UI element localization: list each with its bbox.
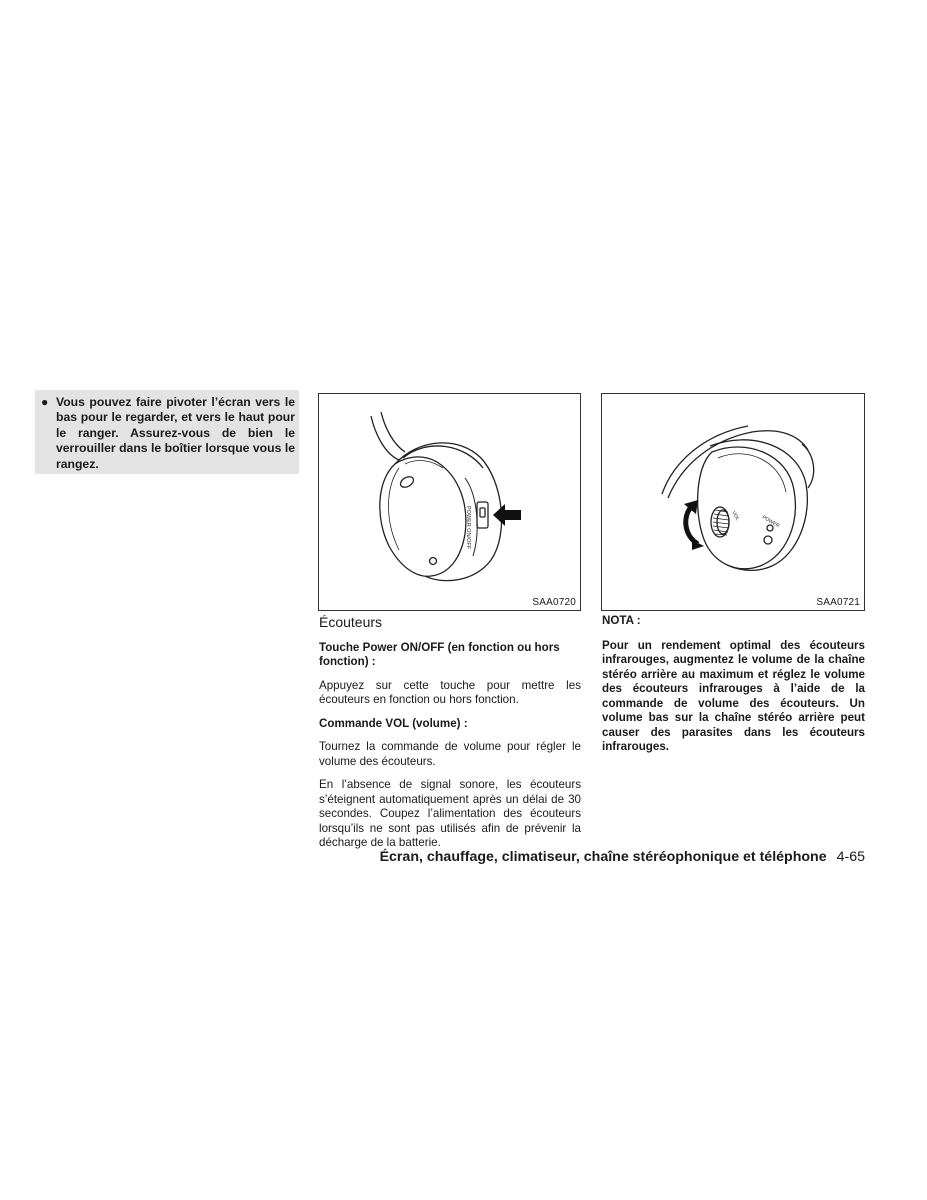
footer-title: Écran, chauffage, climatiseur, chaîne stéréophonique et téléphone [379, 849, 827, 865]
note-bullet-item [39, 395, 295, 472]
page-number: 4-65 [836, 849, 865, 865]
power-on-off-label: POWER ON/OFF [465, 506, 471, 550]
ecouteurs-section [319, 615, 581, 860]
auto-off-text: En l’absence de signal sonore, les écouteurs s’éteignent automatiquement après un délai de 30 secondes. Coupez l’alimentation des écouteurs lorsqu’ils ne sont pas utilisés afin de prévenir la décharge de la batterie. [319, 778, 581, 849]
figure-power-button [318, 393, 581, 611]
vol-text: Tournez la commande de volume pour régler le volume des écouteurs. [319, 740, 581, 768]
figure-code: SAA0720 [532, 597, 576, 608]
power-label: POWER [761, 514, 781, 530]
bullet-icon: ● [41, 395, 49, 409]
note-text: Vous pouvez faire pivoter l’écran vers le bas pour le regarder, et vers le haut pour le ranger. Assurez-vous de bien le verrouiller dans le boîtier lorsque vous le rangez. [56, 395, 295, 471]
power-heading: Touche Power ON/OFF (en fonction ou hors fonction) : [319, 640, 560, 668]
vol-heading: Commande VOL (volume) : [319, 716, 468, 730]
arrow-left-icon [493, 504, 521, 526]
page-footer [300, 849, 865, 865]
figure-volume-dial [601, 393, 865, 611]
power-text: Appuyez sur cette touche pour mettre les écouteurs en fonction ou hors fonction. [319, 678, 581, 706]
headphones-power-button-illustration [319, 394, 580, 610]
nota-text: Pour un rendement optimal des écouteurs infrarouges, augmentez le volume de la chaîne stéréo arrière au maximum et réglez le volume des écouteurs infrarouges à l’aide de la commande de volume des écouteurs. Un volume bas sur la chaîne stéréo arrière peut causer des parasites dans les écouteurs infrarouges. [602, 638, 865, 753]
headphones-volume-dial-illustration [602, 394, 864, 610]
note-box [35, 390, 299, 474]
section-heading: Écouteurs [319, 614, 383, 630]
figure-code: SAA0721 [816, 597, 860, 608]
nota-heading: NOTA : [602, 614, 641, 627]
nota-section [602, 614, 865, 755]
vol-label: VOL [730, 510, 741, 522]
